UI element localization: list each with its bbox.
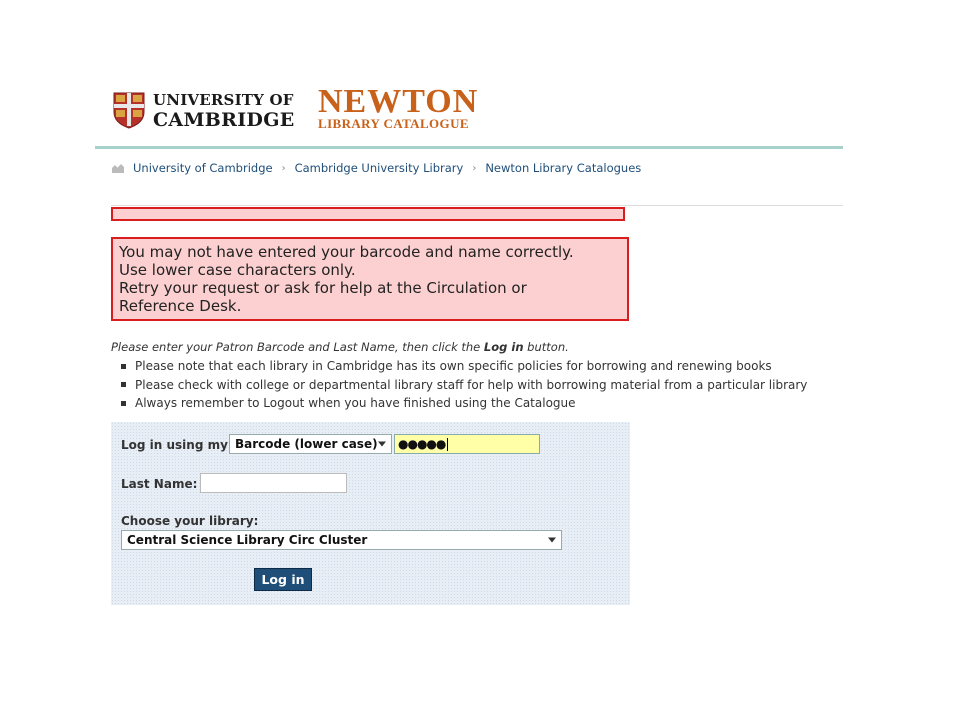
note-text: Please check with college or departmental library staff for help with borrowing material from a particular library [135,377,808,392]
library-value: Central Science Library Circ Cluster [127,533,368,547]
barcode-mask: ●●●●● [398,437,446,451]
barcode-input[interactable] [394,434,540,454]
newton-logo-title: NEWTON [318,83,479,120]
error-line: Use lower case characters only. [119,261,356,279]
chevron-down-icon [378,442,386,447]
login-panel [111,422,630,605]
breadcrumb-link-university[interactable]: University of Cambridge [133,161,273,175]
instructions-button-ref: Log in [483,340,524,354]
newton-logo-subtitle: LIBRARY CATALOGUE [318,116,469,131]
last-name-label: Last Name: [121,477,198,491]
library-select[interactable] [121,530,562,550]
cambridge-crest-icon [113,92,145,129]
instructions-suffix: button. [523,340,569,354]
bullet-icon [121,401,126,406]
error-message [111,237,629,321]
instructions-prefix: Please enter your Patron Barcode and Last Name, then click the [111,340,484,354]
chevron-right-icon: › [472,162,477,174]
bullet-icon [121,364,126,369]
cambridge-logo-line1: UNIVERSITY OF [153,91,294,109]
breadcrumb [111,161,641,175]
login-instructions [111,340,569,354]
error-line: You may not have entered your barcode and name correctly. [119,243,574,261]
list-item [121,394,807,413]
newton-logo[interactable] [318,83,479,131]
last-name-input[interactable] [200,473,347,493]
text-cursor [447,438,448,451]
breadcrumb-link-newton[interactable]: Newton Library Catalogues [485,161,642,175]
list-item [121,376,807,395]
login-button[interactable]: Log in [254,568,312,591]
error-line: Retry your request or ask for help at the Circulation or [119,279,527,297]
error-line: Reference Desk. [119,297,242,315]
chevron-down-icon [548,538,556,543]
cambridge-logo-line2: CAMBRIDGE [153,109,295,131]
breadcrumb-link-library[interactable]: Cambridge University Library [294,161,464,175]
login-using-label: Log in using my [121,438,228,452]
note-text: Always remember to Logout when you have finished using the Catalogue [135,396,576,410]
note-text: Please note that each library in Cambridge has its own specific policies for borrowing and renewing books [135,359,772,373]
header-divider [95,146,843,149]
library-label: Choose your library: [121,514,259,528]
list-item [121,357,807,376]
chevron-right-icon: › [281,162,286,174]
login-type-value: Barcode (lower case) [235,437,378,451]
breadcrumb-divider [111,205,843,206]
cambridge-logo[interactable] [113,90,295,130]
home-icon [111,162,125,174]
bullet-icon [121,382,126,387]
login-type-select[interactable] [229,434,392,454]
error-banner-empty [111,207,625,221]
notes-list [121,357,807,413]
